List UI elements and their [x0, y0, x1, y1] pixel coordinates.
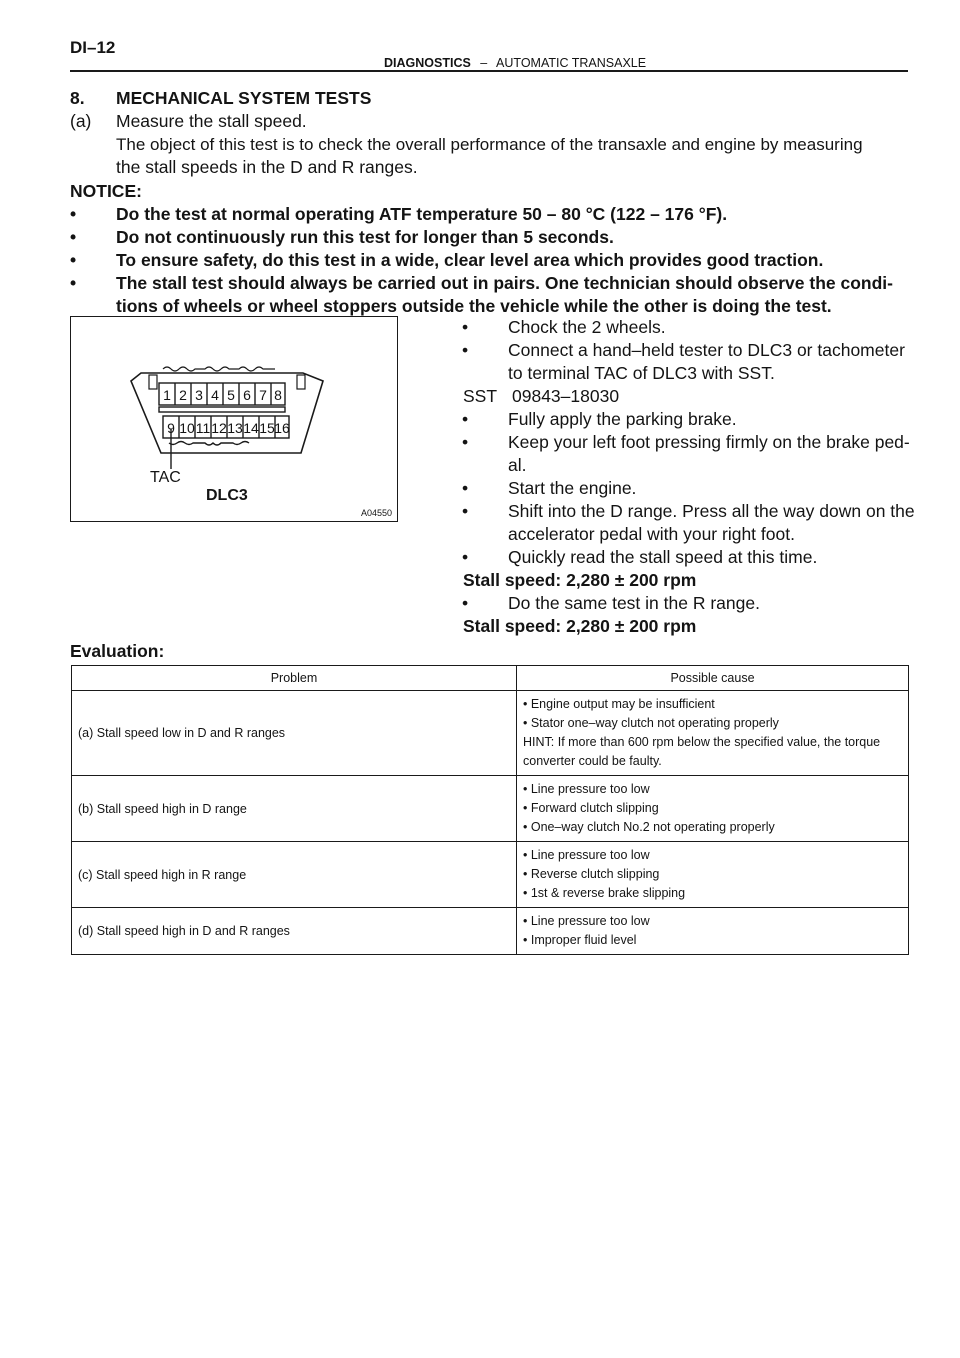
- procedure-step-continued: al.: [508, 455, 527, 475]
- column-header-cause: Possible cause: [517, 666, 909, 691]
- cause-line: • Line pressure too low: [523, 914, 650, 928]
- procedure-step-continued: to terminal TAC of DLC3 with SST.: [508, 363, 775, 383]
- step-description-line: The object of this test is to check the overall performance of the transaxle and engine by measuring: [116, 135, 863, 154]
- pin-number: 5: [227, 387, 235, 403]
- table-row: [72, 691, 909, 776]
- pin-number: 11: [195, 420, 211, 436]
- cause-cell: [517, 842, 909, 908]
- right-latch: [297, 375, 305, 389]
- step-label: (a): [70, 111, 92, 131]
- left-latch: [149, 375, 157, 389]
- header-rule: [70, 70, 908, 72]
- header-section: DIAGNOSTICS: [384, 56, 471, 70]
- table-row: [72, 842, 909, 908]
- pin-number: 16: [274, 420, 290, 436]
- pin-number: 1: [163, 387, 171, 403]
- notice-item: • The stall test should always be carried out in pairs. One technician should observe the condi-: [116, 272, 893, 295]
- procedure-step: • Shift into the D range. Press all the way down on the: [508, 500, 915, 523]
- table-header-row: [72, 666, 909, 691]
- pin-number: 2: [179, 387, 187, 403]
- separator-bar: [159, 407, 285, 412]
- connector-latch: [163, 367, 275, 371]
- header-subsection: AUTOMATIC TRANSAXLE: [496, 56, 647, 70]
- pin-number: 15: [259, 420, 275, 436]
- pin-number: 8: [274, 387, 282, 403]
- figure-code: A04550: [360, 508, 392, 518]
- problem-cell: (d) Stall speed high in D and R ranges: [72, 908, 517, 955]
- cause-line: • Stator one–way clutch not operating properly: [523, 716, 779, 730]
- stall-speed-spec: Stall speed: 2,280 ± 200 rpm: [463, 570, 697, 590]
- cause-line: converter could be faulty.: [523, 754, 662, 768]
- cause-line: • 1st & reverse brake slipping: [523, 886, 686, 900]
- problem-cell: (c) Stall speed high in R range: [72, 842, 517, 908]
- dlc3-label: DLC3: [206, 487, 248, 504]
- notice-item: • Do the test at normal operating ATF temperature 50 – 80 °C (122 – 176 °F).: [116, 203, 727, 226]
- cause-cell: [517, 908, 909, 955]
- notice-label: NOTICE:: [70, 181, 142, 201]
- pin-number: 13: [227, 420, 243, 436]
- pin-number: 9: [167, 420, 175, 436]
- dlc3-figure: [70, 316, 398, 522]
- evaluation-label: Evaluation:: [70, 641, 165, 661]
- pin-number: 4: [211, 387, 219, 403]
- procedure-step: • Quickly read the stall speed at this time.: [508, 546, 817, 569]
- evaluation-table: [71, 665, 909, 955]
- procedure-step: • Chock the 2 wheels.: [508, 316, 666, 339]
- step-title: Measure the stall speed.: [116, 111, 307, 131]
- pin-number: 14: [243, 420, 259, 436]
- procedure-step: • Keep your left foot pressing firmly on the brake ped-: [508, 431, 910, 454]
- procedure-step: • Connect a hand–held tester to DLC3 or tachometer: [508, 339, 905, 362]
- pin-number: 7: [259, 387, 267, 403]
- section-title: MECHANICAL SYSTEM TESTS: [116, 88, 372, 108]
- procedure-step: • Start the engine.: [508, 477, 636, 500]
- cause-line: • Forward clutch slipping: [523, 801, 659, 815]
- page-number: DI–12: [70, 38, 116, 57]
- notice-item: • To ensure safety, do this test in a wide, clear level area which provides good traction.: [116, 249, 823, 272]
- cause-line: • Reverse clutch slipping: [523, 867, 660, 881]
- pin-number: 3: [195, 387, 203, 403]
- cause-line: • One–way clutch No.2 not operating properly: [523, 820, 775, 834]
- procedure-step-continued: accelerator pedal with your right foot.: [508, 524, 795, 544]
- table-row: [72, 908, 909, 955]
- connector-outline: [131, 373, 323, 453]
- header-dash: –: [480, 56, 488, 70]
- problem-cell: (a) Stall speed low in D and R ranges: [72, 691, 517, 776]
- running-header: [384, 56, 646, 70]
- pin-number: 6: [243, 387, 251, 403]
- pin-number: 10: [179, 420, 195, 436]
- notice-item: • Do not continuously run this test for longer than 5 seconds.: [116, 226, 614, 249]
- cause-cell: [517, 691, 909, 776]
- section-number: 8.: [70, 88, 85, 108]
- cause-line: • Line pressure too low: [523, 848, 650, 862]
- table-row: [72, 776, 909, 842]
- procedure-step: • Do the same test in the R range.: [508, 592, 760, 615]
- pin-number: 12: [211, 420, 227, 436]
- procedure-step: • Fully apply the parking brake.: [508, 408, 737, 431]
- cause-line: • Engine output may be insufficient: [523, 697, 715, 711]
- notice-item-continued: tions of wheels or wheel stoppers outside the vehicle while the other is doing the test.: [116, 296, 832, 316]
- cause-cell: [517, 776, 909, 842]
- cause-line: • Improper fluid level: [523, 933, 637, 947]
- stall-speed-spec: Stall speed: 2,280 ± 200 rpm: [463, 616, 697, 636]
- problem-cell: (b) Stall speed high in D range: [72, 776, 517, 842]
- column-header-problem: Problem: [72, 666, 517, 691]
- sst-label: SST: [463, 386, 498, 406]
- tac-label: TAC: [150, 469, 181, 486]
- sst-number: 09843–18030: [512, 386, 620, 406]
- step-description-line: the stall speeds in the D and R ranges.: [116, 157, 418, 177]
- cause-line: HINT: If more than 600 rpm below the specified value, the torque: [523, 735, 881, 749]
- cause-line: • Line pressure too low: [523, 782, 650, 796]
